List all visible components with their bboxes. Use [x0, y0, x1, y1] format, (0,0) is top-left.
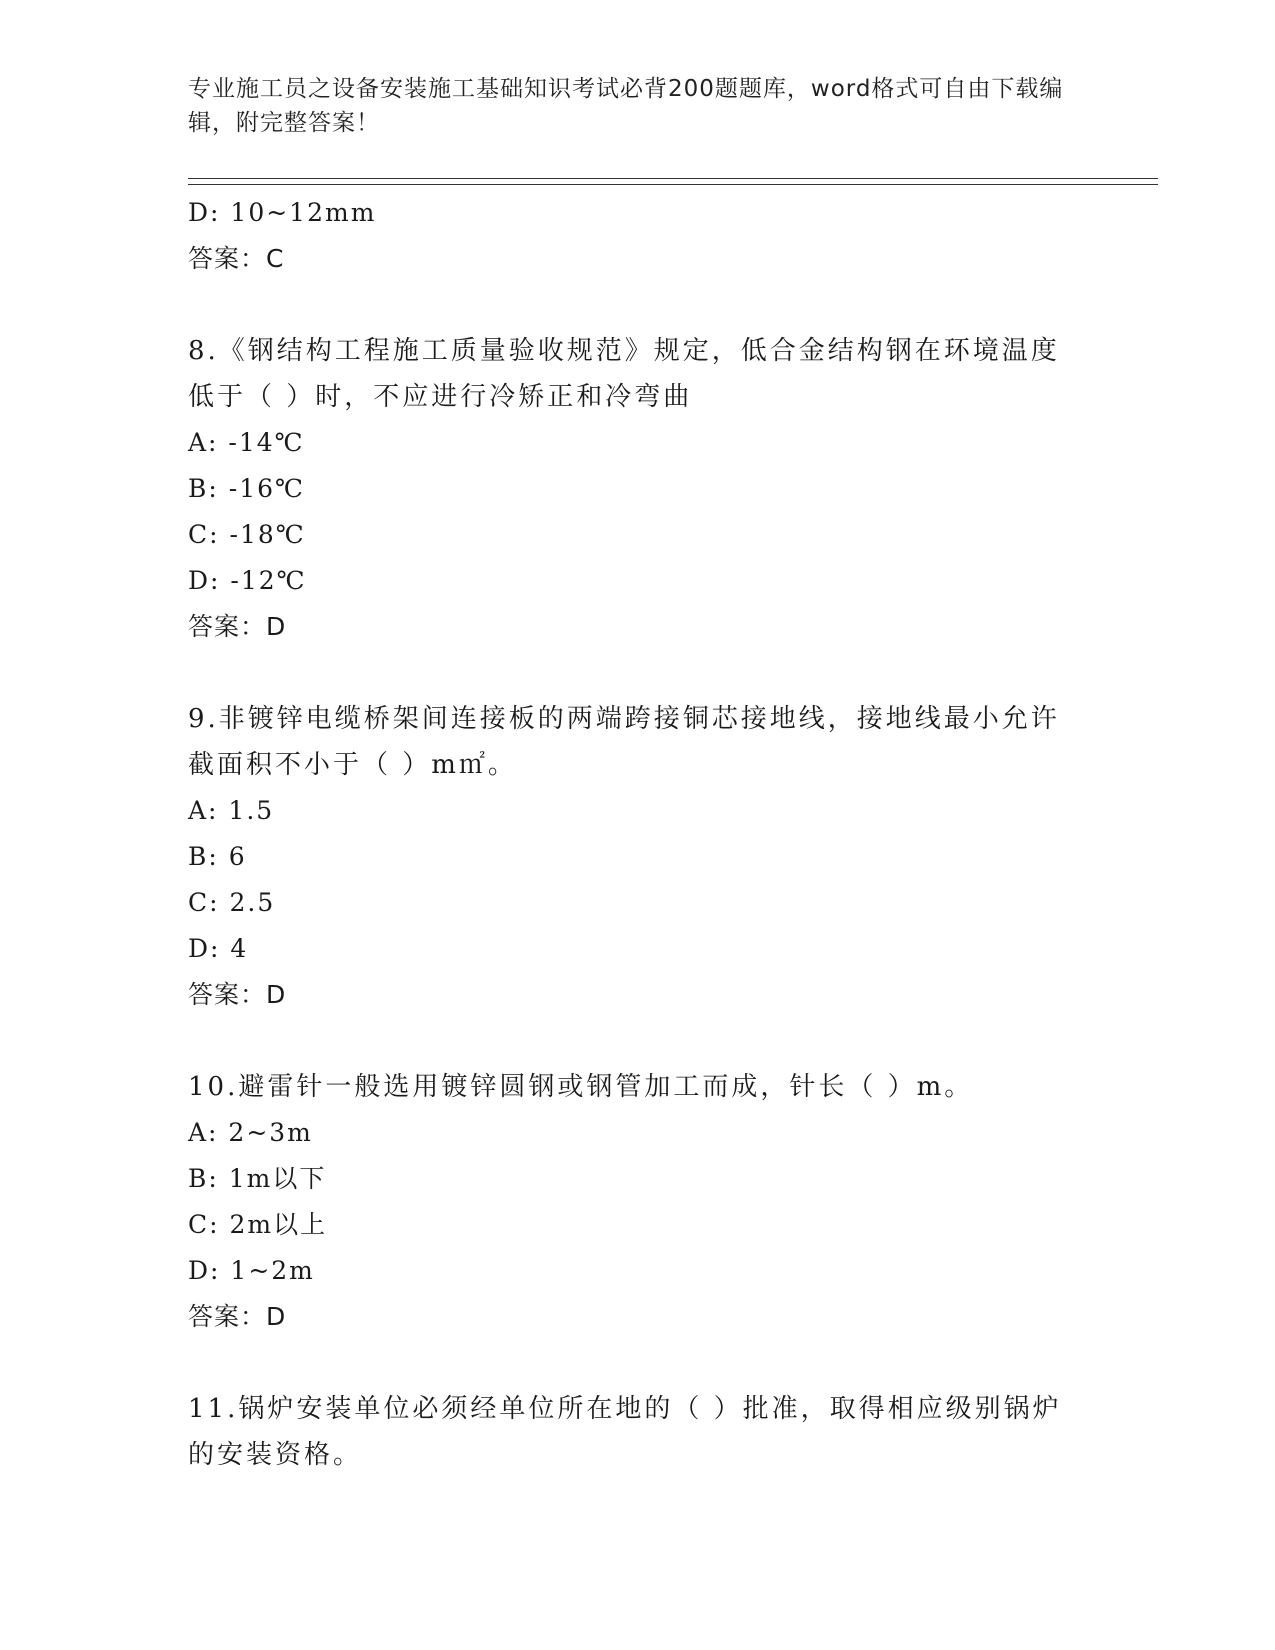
option-c: C: 2m以上	[188, 1210, 328, 1239]
option-b: B: 6	[188, 842, 247, 871]
answer: 答案：C	[188, 244, 285, 273]
option-a: A: -14℃	[188, 428, 305, 457]
option-d: D: 1~2m	[188, 1256, 315, 1285]
answer: 答案：D	[188, 1302, 287, 1331]
option-d: D: 4	[188, 934, 249, 963]
option-c: C: -18℃	[188, 520, 306, 549]
answer: 答案：D	[188, 612, 287, 641]
option-d: D: -12℃	[188, 566, 307, 595]
question-text: 10.避雷针一般选用镀锌圆钢或钢管加工而成，针长（ ）m。	[188, 1072, 974, 1102]
option-b: B: 1m以下	[188, 1164, 327, 1193]
question-text: 9.非镀锌电缆桥架间连接板的两端跨接铜芯接地线，接地线最小允许截面积不小于（ ）m㎡。	[188, 704, 1060, 780]
question-list	[188, 190, 1088, 1478]
document-header: 专业施工员之设备安装施工基础知识考试必背200题题库，word格式可自由下载编辑，附完整答案！	[188, 76, 1064, 136]
header-divider-bottom	[188, 184, 1158, 185]
question-9	[188, 696, 1088, 1018]
option-a: A: 1.5	[188, 796, 275, 825]
option-a: A: 2~3m	[188, 1118, 313, 1147]
question-10	[188, 1064, 1088, 1340]
question-8	[188, 328, 1088, 650]
header-divider-top	[188, 178, 1158, 179]
option-d: D: 10~12mm	[188, 198, 377, 227]
question-7-tail	[188, 190, 1088, 282]
option-b: B: -16℃	[188, 474, 305, 503]
question-11	[188, 1386, 1088, 1478]
answer: 答案：D	[188, 980, 287, 1009]
question-text: 8.《钢结构工程施工质量验收规范》规定，低合金结构钢在环境温度低于（ ）时，不应进行冷矫正和冷弯曲	[188, 336, 1060, 412]
question-text: 11.锅炉安装单位必须经单位所在地的（ ）批准，取得相应级别锅炉的安装资格。	[188, 1394, 1062, 1470]
option-c: C: 2.5	[188, 888, 276, 917]
